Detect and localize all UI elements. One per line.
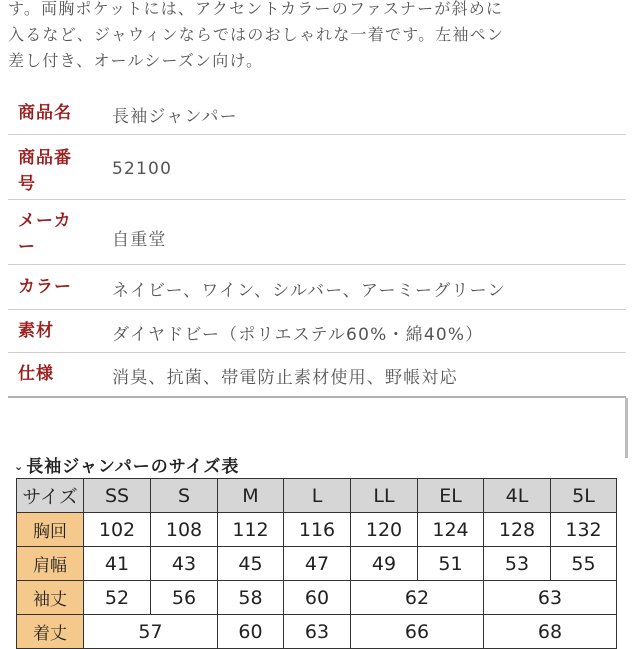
spec-label: 仕様 <box>18 364 54 384</box>
spec-value: 自重堂 <box>112 230 167 250</box>
size-row-sleeve <box>17 581 617 615</box>
product-description <box>8 0 623 74</box>
description-line: す。両胸ポケットには、アクセントカラーのファスナーが斜めに <box>8 0 504 18</box>
spec-label: 素材 <box>18 321 54 341</box>
product-spec-table <box>8 90 626 397</box>
spec-value: 52100 <box>112 159 173 179</box>
size-cell: 53 <box>484 547 551 581</box>
size-cell: 60 <box>284 581 351 615</box>
size-cell: 57 <box>84 615 218 649</box>
size-cell: 62 <box>351 581 484 615</box>
size-row-label: 袖丈 <box>17 581 84 615</box>
size-chart-table <box>16 478 617 649</box>
description-line: 入るなど、ジャウィンならではのおしゃれな一着です。左袖ペン <box>8 25 505 44</box>
size-cell: 128 <box>484 513 551 547</box>
size-header-cell: 4L <box>484 479 551 513</box>
spec-label: 商品名 <box>18 103 72 123</box>
size-chart-title: 長袖ジャンパーのサイズ表 <box>26 457 240 477</box>
size-header-cell: サイズ <box>17 479 84 513</box>
size-cell: 49 <box>351 547 418 581</box>
spec-row-material <box>8 310 626 353</box>
scrollbar[interactable] <box>625 398 628 458</box>
size-header-cell: M <box>218 479 284 513</box>
size-cell: 66 <box>351 615 484 649</box>
spec-label-line2: 号 <box>18 174 36 194</box>
size-header-cell: 5L <box>551 479 617 513</box>
spec-value: 消臭、抗菌、帯電防止素材使用、野帳対応 <box>112 368 458 388</box>
size-header-row <box>17 479 617 513</box>
size-row-label: 肩幅 <box>17 547 84 581</box>
section-divider <box>8 396 626 398</box>
size-cell: 56 <box>151 581 218 615</box>
size-cell: 52 <box>84 581 151 615</box>
size-cell: 132 <box>551 513 617 547</box>
size-cell: 60 <box>218 615 284 649</box>
spec-label <box>18 145 72 197</box>
size-cell: 45 <box>218 547 284 581</box>
spec-label-line1: メーカ <box>18 211 72 231</box>
size-cell: 41 <box>84 547 151 581</box>
size-cell: 102 <box>84 513 151 547</box>
size-cell: 124 <box>418 513 484 547</box>
size-cell: 58 <box>218 581 284 615</box>
spec-value: 長袖ジャンパー <box>112 107 238 127</box>
size-row-chest <box>17 513 617 547</box>
spec-label-line1: 商品番 <box>18 148 72 168</box>
size-cell: 112 <box>218 513 284 547</box>
size-cell: 51 <box>418 547 484 581</box>
size-header-cell: EL <box>418 479 484 513</box>
spec-row-name <box>8 90 626 135</box>
size-header-cell: S <box>151 479 218 513</box>
size-cell: 43 <box>151 547 218 581</box>
size-row-label: 胸回 <box>17 513 84 547</box>
size-header-cell: LL <box>351 479 418 513</box>
size-cell: 68 <box>484 615 617 649</box>
spec-row-maker <box>8 200 626 265</box>
spec-label <box>18 208 72 260</box>
spec-row-features <box>8 353 626 397</box>
size-cell: 55 <box>551 547 617 581</box>
size-cell: 63 <box>284 615 351 649</box>
size-header-cell: SS <box>84 479 151 513</box>
size-row-label: 着丈 <box>17 615 84 649</box>
spec-label: カラー <box>18 277 72 297</box>
chevron-down-icon: ⌄ <box>14 460 25 473</box>
spec-value: ダイヤドビー（ポリエステル60%・綿40%） <box>112 325 484 345</box>
size-cell: 63 <box>484 581 617 615</box>
size-chart-toggle[interactable] <box>14 452 239 477</box>
size-row-shoulder <box>17 547 617 581</box>
size-row-length <box>17 615 617 649</box>
spec-label-line2: ー <box>18 237 36 257</box>
size-cell: 108 <box>151 513 218 547</box>
size-header-cell: L <box>284 479 351 513</box>
description-line: 差し付き、オールシーズン向け。 <box>8 51 264 70</box>
size-cell: 120 <box>351 513 418 547</box>
size-cell: 116 <box>284 513 351 547</box>
spec-row-number <box>8 135 626 200</box>
spec-row-color <box>8 265 626 310</box>
spec-value: ネイビー、ワイン、シルバー、アーミーグリーン <box>112 281 506 301</box>
size-cell: 47 <box>284 547 351 581</box>
